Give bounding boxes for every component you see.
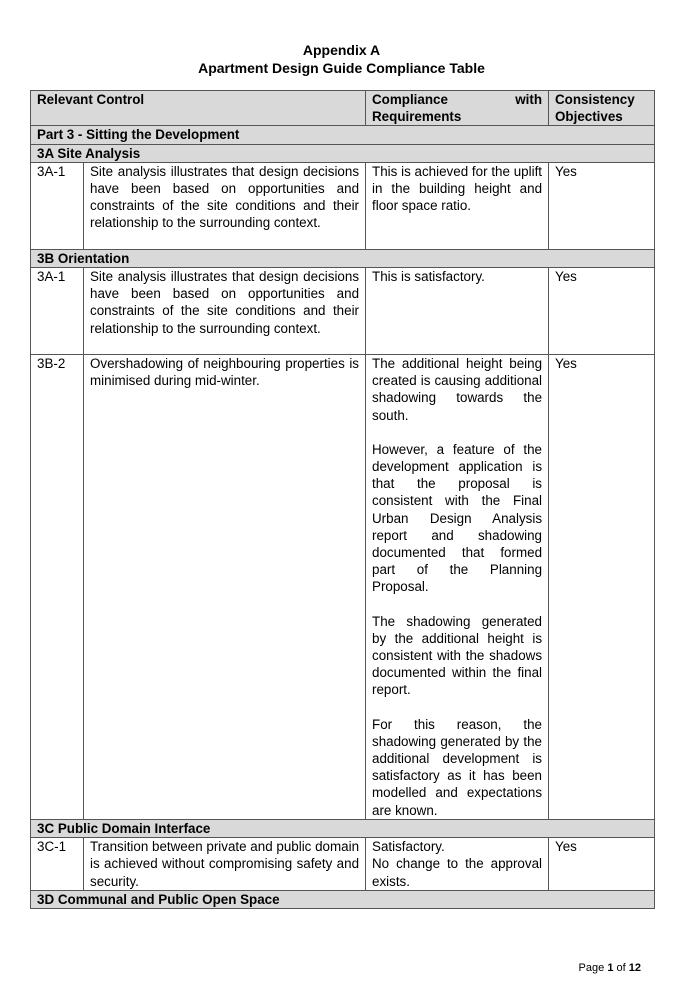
compliance-paragraph: This is satisfactory. bbox=[372, 269, 485, 285]
row-consistency: Yes bbox=[549, 268, 655, 355]
section-heading-row bbox=[31, 249, 655, 267]
page-number-footer bbox=[579, 962, 641, 974]
table-header-row bbox=[31, 91, 655, 126]
section-heading-row bbox=[31, 890, 655, 908]
row-control: Site analysis illustrates that design decisions have been based on opportunities and constraints of the site conditions and their relationship to the surrounding context. bbox=[84, 268, 366, 355]
section-heading: 3D Communal and Public Open Space bbox=[31, 890, 655, 908]
compliance-paragraph: The additional height being created is causing additional shadowing towards the south. bbox=[372, 356, 543, 423]
row-compliance bbox=[366, 355, 549, 820]
section-heading: 3C Public Domain Interface bbox=[31, 819, 655, 837]
page-word: Page bbox=[578, 962, 605, 974]
column-header-relevant-control: Relevant Control bbox=[31, 91, 366, 126]
compliance-paragraph: The shadowing generated by the additional height is consistent with the shadows documented within the final report. bbox=[372, 613, 543, 698]
row-id: 3A-1 bbox=[31, 268, 84, 355]
compliance-paragraph: This is achieved for the uplift in the building height and floor space ratio. bbox=[372, 163, 543, 214]
row-compliance bbox=[366, 838, 549, 891]
section-heading-row bbox=[31, 819, 655, 837]
table-row bbox=[31, 268, 655, 355]
table-row bbox=[31, 162, 655, 249]
row-control: Site analysis illustrates that design decisions have been based on opportunities and constraints of the site conditions and their relationship to the surrounding context. bbox=[84, 162, 366, 249]
row-control: Overshadowing of neighbouring properties is minimised during mid-winter. bbox=[84, 355, 366, 820]
column-header-compliance: Compliance with Requirements bbox=[366, 91, 549, 126]
compliance-table bbox=[30, 90, 655, 909]
appendix-title: Appendix A bbox=[302, 42, 381, 58]
part-heading: Part 3 - Sitting the Development bbox=[31, 126, 655, 144]
row-id: 3B-2 bbox=[31, 355, 84, 820]
row-consistency: Yes bbox=[549, 162, 655, 249]
row-compliance bbox=[366, 162, 549, 249]
row-compliance bbox=[366, 268, 549, 355]
table-row bbox=[31, 355, 655, 820]
table-title: Apartment Design Guide Compliance Table bbox=[198, 60, 485, 76]
compliance-paragraph: For this reason, the shadowing generated by the additional development is satisfactory as it has been modelled and expectations are known. bbox=[372, 716, 543, 818]
row-id: 3C-1 bbox=[31, 838, 84, 891]
page-number: 1 bbox=[607, 962, 614, 974]
table-row bbox=[31, 838, 655, 891]
section-heading: 3B Orientation bbox=[31, 249, 655, 267]
page-total: 12 bbox=[628, 962, 641, 974]
row-control: Transition between private and public domain is achieved without compromising safety and security. bbox=[84, 838, 366, 891]
compliance-paragraph: However, a feature of the development application is that the proposal is consistent with the Final Urban Design Analysis report and shadowing documented that formed part of the Planning Proposal. bbox=[372, 441, 543, 595]
of-word: of bbox=[616, 962, 626, 974]
row-consistency: Yes bbox=[549, 355, 655, 820]
part-heading-row bbox=[31, 126, 655, 144]
row-consistency: Yes bbox=[549, 838, 655, 891]
compliance-paragraph: No change to the approval exists. bbox=[372, 856, 543, 889]
row-id: 3A-1 bbox=[31, 162, 84, 249]
column-header-consistency: Consistency Objectives bbox=[549, 91, 655, 126]
section-heading-row bbox=[31, 144, 655, 162]
section-heading: 3A Site Analysis bbox=[31, 144, 655, 162]
compliance-paragraph: Satisfactory. bbox=[372, 839, 445, 855]
